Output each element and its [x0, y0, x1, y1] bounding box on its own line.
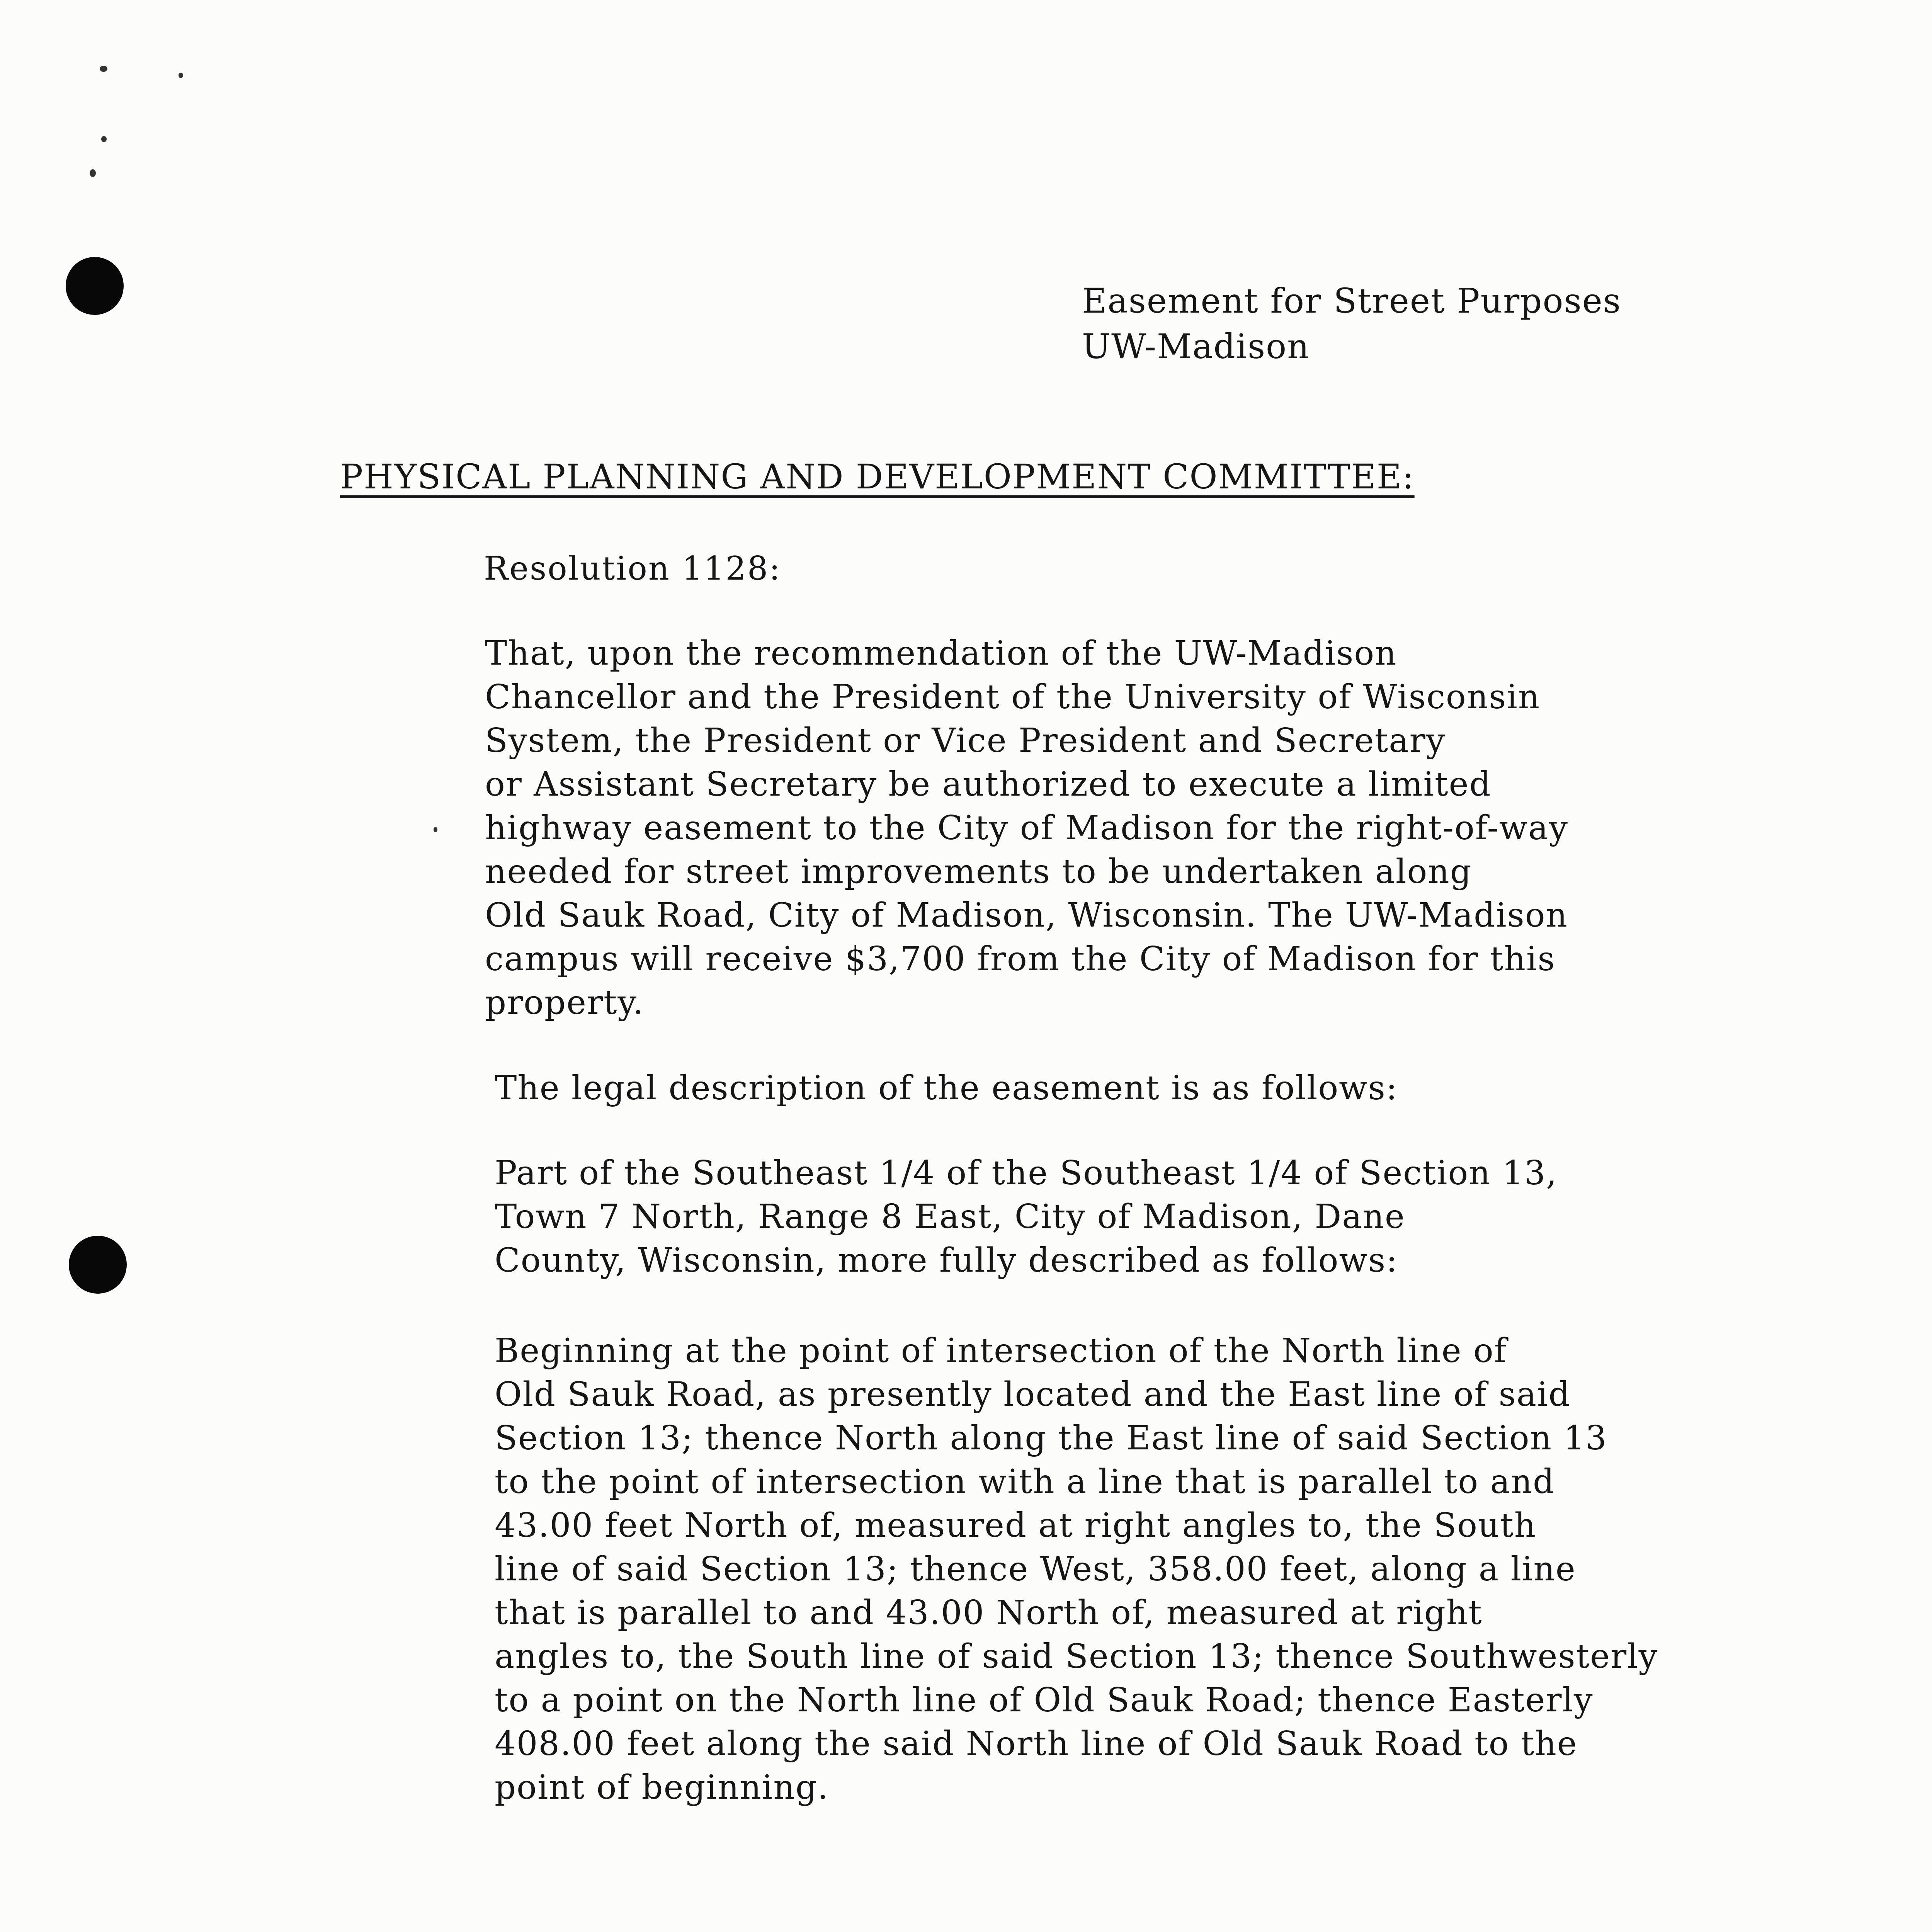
punch-hole [66, 257, 124, 315]
scan-speck [100, 66, 107, 72]
paragraph-line: 43.00 feet North of, measured at right angles to, the South [495, 1506, 1537, 1545]
committee-heading: PHYSICAL PLANNING AND DEVELOPMENT COMMITTEE: [340, 457, 1415, 497]
paragraph-line: Beginning at the point of intersection of the North line of [495, 1332, 1507, 1370]
header-campus: UW-Madison [1082, 327, 1310, 366]
paragraph-line: highway easement to the City of Madison for the right-of-way [485, 809, 1569, 847]
paragraph-line: needed for street improvements to be undertaken along [485, 852, 1472, 891]
paragraph-line: or Assistant Secretary be authorized to execute a limited [485, 765, 1492, 804]
paragraph-line: that is parallel to and 43.00 North of, measured at right [495, 1594, 1483, 1632]
parcel-paragraph [495, 1151, 1558, 1282]
legal-intro-paragraph [495, 1066, 1398, 1110]
scan-speck [179, 73, 183, 78]
resolution-paragraph [485, 632, 1568, 1025]
paragraph-line: point of beginning. [495, 1768, 829, 1807]
scan-speck [434, 827, 437, 832]
paragraph-line: angles to, the South line of said Section 13; thence Southwesterly [495, 1637, 1658, 1676]
punch-hole [69, 1236, 127, 1294]
scan-speck [90, 169, 96, 177]
paragraph-line: That, upon the recommendation of the UW-Madison [485, 634, 1397, 673]
paragraph-line: The legal description of the easement is as follows: [495, 1069, 1398, 1107]
paragraph-line: Old Sauk Road, as presently located and the East line of said [495, 1375, 1571, 1414]
paragraph-line: Old Sauk Road, City of Madison, Wisconsin. The UW-Madison [485, 896, 1568, 935]
paragraph-line: System, the President or Vice President and Secretary [485, 721, 1446, 760]
paragraph-line: property. [485, 983, 645, 1022]
scan-speck [101, 136, 107, 142]
paragraph-line: to the point of intersection with a line that is parallel to and [495, 1463, 1555, 1501]
paragraph-line: County, Wisconsin, more fully described as follows: [495, 1241, 1398, 1280]
paragraph-line: to a point on the North line of Old Sauk Road; thence Easterly [495, 1681, 1594, 1719]
paragraph-line: campus will receive $3,700 from the City of Madison for this [485, 940, 1556, 978]
paragraph-line: line of said Section 13; thence West, 358.00 feet, along a line [495, 1550, 1576, 1588]
paragraph-line: 408.00 feet along the said North line of Old Sauk Road to the [495, 1725, 1578, 1763]
paragraph-line: Town 7 North, Range 8 East, City of Madison, Dane [495, 1197, 1405, 1236]
document-header [1082, 278, 1621, 369]
paragraph-line: Section 13; thence North along the East line of said Section 13 [495, 1419, 1607, 1458]
legal-description-paragraph [495, 1329, 1658, 1810]
header-title: Easement for Street Purposes [1082, 281, 1621, 321]
paragraph-line: Chancellor and the President of the University of Wisconsin [485, 678, 1541, 716]
resolution-label: Resolution 1128: [484, 549, 781, 587]
paragraph-line: Part of the Southeast 1/4 of the Southeast 1/4 of Section 13, [495, 1154, 1558, 1192]
